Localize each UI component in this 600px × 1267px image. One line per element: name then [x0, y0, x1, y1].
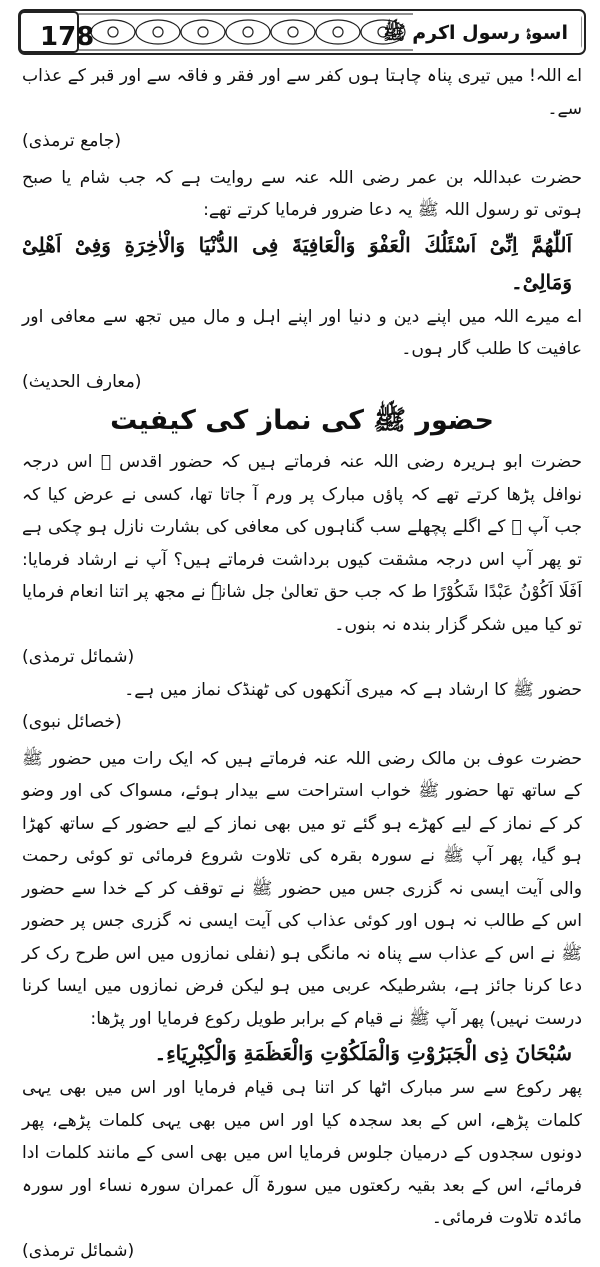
paragraph-dua-translation-1: اے اللہ! میں تیری پناہ چاہتا ہوں کفر سے اور فقر و فاقہ سے اور قبر کے عذاب سے۔ [22, 60, 582, 125]
reference-shamail-tirmidhi-1: (شمائل ترمذی) [22, 641, 582, 674]
arabic-tasbih: سُبْحَانَ ذِی الْجَبَرُوْتِ وَالْمَلَكُوْتِ وَالْعَظَمَةِ وَالْكِبْرِيَاءِ۔ [22, 1035, 582, 1072]
paragraph-auf-bin-malik-narration: حضرت عوف بن مالک رضی اللہ عنہ فرماتے ہیں کہ ایک رات میں حضور ﷺ کے ساتھ تھا حضور ﷺ خواب استراحت سے بیدار ہوئے، مسواک کی اور وضو کر کے نماز کے لیے کھڑے ہو گئے تو میں بھی نماز کے لیے حضور کے ساتھ کھڑا ہو گیا، پھر آپ ﷺ نے سورہ بقرہ کی تلاوت شروع فرمائی تو کوئی رحمت والی آیت ایسی نہ گزری جس میں حضور ﷺ نے توقف کر کے خدا سے حضور اس کے طالب نہ ہوں اور کوئی عذاب کی آیت ایسی نہ گزری جس پر حضور ﷺ نے اس کے عذاب سے پناہ نہ مانگی ہو (نفلی نمازوں میں اس طرح رک کر دعا کرنا جائز ہے، بشرطیکہ عربی میں ہو لیکن فرض نمازوں میں ایسا کرنا درست نہیں) پھر آپ ﷺ نے قیام کے برابر طویل رکوع فرمایا اور پڑھا: [22, 743, 582, 1036]
page-header [18, 8, 586, 58]
running-title: اسوۂ رسول اکرم ﷺ [383, 21, 568, 49]
reference-maarif-al-hadith: (معارف الحدیث) [22, 366, 582, 399]
paragraph-ruku-sajdah: پھر رکوع سے سر مبارک اٹھا کر اتنا ہی قیام فرمایا اور اس میں بھی یہی کلمات پڑھے، اس کے بعد سجدہ کیا اور اس میں بھی یہی کلمات پڑھے، پھر دونوں سجدوں کے درمیان جلوس فرمایا اس میں بھی اسی کے مانند کلمات ادا فرمائے، اس کے بعد بقیہ رکعتوں میں سورۃ آل عمران سورہ نساء اور سورہ مائدہ تلاوت فرمائی۔ [22, 1072, 582, 1235]
reference-khasail-nabawi: (خصائل نبوی) [22, 706, 582, 739]
page-body [22, 60, 582, 1267]
reference-shamail-tirmidhi-2: (شمائل ترمذی) [22, 1235, 582, 1267]
paragraph-abu-hurairah-narration: حضرت ابو ہریرہ رضی اللہ عنہ فرماتے ہیں کہ حضور اقدس ﷺ اس درجہ نوافل پڑھا کرتے تھے کہ پاؤں مبارک پر ورم آ جاتا تھا، کسی نے عرض کیا کہ جب آپ ﷺ کے اگلے پچھلے سب گناہوں کی معافی کی بشارت نازل ہو چکی ہے تو پھر آپ اس درجہ مشقت کیوں برداشت فرماتے ہیں؟ آپ نے ارشاد فرمایا: اَفَلَا اَكُوْنُ عَبْدًا شَكُوْرًا ط کہ جب حق تعالیٰ جل شانہٗ نے مجھ پر اتنا انعام فرمایا تو کیا میں شکر گزار بندہ نہ بنوں۔ [22, 446, 582, 641]
paragraph-dua-translation-2: اے میرے اللہ میں اپنے دین و دنیا اور اپنے اہل و مال میں تجھ سے معافی اور عافیت کا طلب گار ہوں۔ [22, 301, 582, 366]
paragraph-ibn-umar-narration: حضرت عبداللہ بن عمر رضی اللہ عنہ سے روایت ہے کہ جب شام یا صبح ہوتی تو رسول اللہ ﷺ یہ دعا ضرور فرمایا کرتے تھے: [22, 162, 582, 227]
reference-jami-tirmidhi: (جامع ترمذی) [22, 125, 582, 158]
arabic-dua-1: اَللّٰهُمَّ اِنِّیْ اَسْئَلُكَ الْعَفْوَ وَالْعَافِيَةَ فِی الدُّنْيَا وَالْاٰخِرَةِ وَفِیْ اَهْلِیْ وَمَالِیْ۔ [22, 227, 582, 301]
section-heading: حضور ﷺ کی نماز کی کیفیت [22, 401, 582, 441]
page-number: 178 [40, 22, 94, 52]
paragraph-coolness-of-eyes: حضور ﷺ کا ارشاد ہے کہ میری آنکھوں کی ٹھنڈک نماز میں ہے۔ [22, 674, 582, 707]
